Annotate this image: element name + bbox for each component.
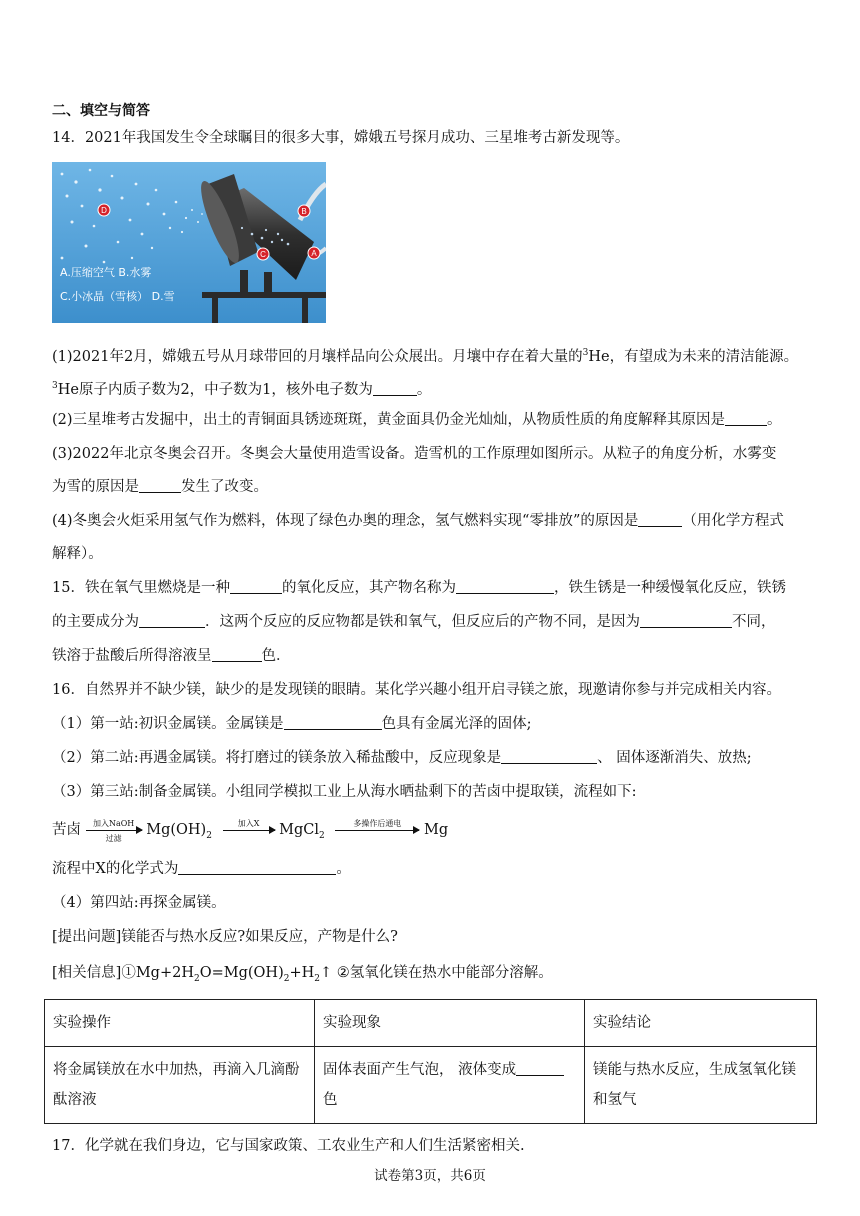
q16-step3: （3）第三站:制备金属镁。小组同学模拟工业上从海水晒盐剩下的苦卤中提取镁，流程如下: — [52, 784, 637, 800]
flow-arrow-3-top: 多操作后通电 — [353, 818, 402, 828]
answer-blank[interactable] — [284, 715, 382, 730]
q15-line3: 铁溶于盐酸后所得溶液呈 色． — [52, 648, 291, 664]
answer-blank[interactable] — [139, 478, 181, 493]
flow-mgcl2: MgCl$_2$ — [279, 822, 325, 841]
q14-part2: (2)三星堆考古发掘中，出土的青铜面具锈迹斑斑，黄金面具仍金光灿灿，从物质性质的角度解释其原因是 。 — [52, 412, 782, 428]
marker-a-label: A — [311, 249, 317, 258]
flow-mg-oh2: $Mg(OH)_2$ — [146, 822, 212, 841]
flow-arrow-1-bottom: 过滤 — [105, 833, 122, 843]
q16-step1: （1）第一站:初识金属镁。金属镁是 色具有金属光泽的固体; — [52, 716, 532, 732]
extraction-flow — [52, 818, 448, 842]
answer-blank[interactable] — [178, 860, 336, 875]
answer-blank[interactable] — [640, 613, 732, 628]
snow-machine-diagram — [52, 162, 326, 323]
answer-blank[interactable] — [456, 579, 554, 594]
table-row — [45, 1047, 817, 1124]
marker-c-label: C — [260, 250, 266, 259]
table-cell-phenomenon: 固体表面产生气泡， 液体变成 色 — [315, 1047, 585, 1124]
flow-end: Mg — [424, 822, 449, 838]
q14-part3-line2: 为雪的原因是 发生了改变。 — [52, 479, 268, 495]
q16-step4: （4）第四站:再探金属镁。 — [52, 895, 226, 911]
flow-arrow-2 — [223, 818, 275, 831]
q14-part1-line1: (1)2021年2月，嫦娥五号从月球带回的月壤样品向公众展出。月壤中存在着大量的$^3$He，有望成为未来的清洁能源。 — [52, 348, 799, 365]
q16-stem: 16．自然界并不缺少镁，缺少的是发现镁的眼睛。某化学兴趣小组开启寻镁之旅，现邀请你参与并完成相关内容。 — [52, 682, 781, 698]
section-title: 二、填空与简答 — [52, 103, 150, 119]
figure-legend-line-2: C.小冰晶（雪核） D.雪 — [60, 290, 175, 303]
question-14-stem: 14．2021年我国发生令全球瞩目的很多大事，嫦娥五号探月成功、三星堆考古新发现等。 — [52, 130, 630, 146]
answer-blank[interactable] — [139, 613, 205, 628]
q14-part1-line2: $^3$He原子内质子数为2，中子数为1，核外电子数为 。 — [52, 381, 432, 398]
flow-arrow-3 — [335, 818, 419, 831]
marker-c — [257, 248, 269, 260]
page-footer: 试卷第3页，共6页 — [374, 1168, 486, 1184]
q15-line1: 15．铁在氧气里燃烧是一种 的氧化反应，其产物名称为 ，铁生锈是一种缓慢氧化反应，铁锈 — [52, 580, 786, 596]
q16-step2: （2）第二站:再遇金属镁。将打磨过的镁条放入稀盐酸中，反应现象是 、 固体逐渐消失、放热; — [52, 750, 752, 766]
flow-start: 苦卤 — [52, 822, 81, 838]
answer-blank[interactable] — [501, 749, 597, 764]
experiment-table — [44, 999, 817, 1124]
answer-blank[interactable] — [638, 512, 682, 527]
snow-machine-figure — [52, 162, 326, 323]
flow-arrow-2-top: 加入X — [237, 818, 260, 828]
marker-a — [308, 247, 320, 259]
q14-part4-line2: 解释）。 — [52, 546, 103, 562]
table-header: 实验现象 — [315, 1000, 585, 1047]
marker-b — [298, 205, 310, 217]
q14-part4-line1: (4)冬奥会火炬采用氢气作为燃料，体现了绿色办奥的理念，氢气燃料实现“零排放”的原因是 （用化学方程式 — [52, 513, 784, 529]
table-header: 实验结论 — [585, 1000, 817, 1047]
q16-formula-x: 流程中X的化学式为 。 — [52, 861, 351, 877]
flow-arrow-1-top: 加入NaOH — [92, 818, 135, 828]
answer-blank[interactable] — [212, 647, 262, 662]
answer-blank[interactable] — [230, 579, 282, 594]
reaction-equation: $Mg+2H_2O=Mg(OH)_2+H_2↑$ — [135, 965, 333, 984]
table-header: 实验操作 — [45, 1000, 315, 1047]
marker-b-label: B — [301, 207, 307, 216]
q14-part3-line1: (3)2022年北京冬奥会召开。冬奥会大量使用造雪设备。造雪机的工作原理如图所示。从粒子的角度分析，水雾变 — [52, 446, 777, 462]
answer-blank[interactable] — [373, 381, 417, 396]
figure-legend-line-1: A.压缩空气 B.水雾 — [60, 266, 152, 279]
marker-d — [98, 204, 110, 216]
answer-blank[interactable] — [516, 1061, 564, 1076]
flow-arrow-1 — [86, 818, 142, 843]
q16-question: [提出问题]镁能否与热水反应?如果反应，产物是什么? — [52, 929, 398, 945]
q17-stem: 17．化学就在我们身边，它与国家政策、工农业生产和人们生活紧密相关. — [52, 1138, 525, 1154]
q16-info: [相关信息]$①Mg+2H_2O=Mg(OH)_2+H_2↑$ ②氢氧化镁在热水中能部分溶解。 — [52, 965, 553, 984]
table-cell-conclusion: 镁能与热水反应，生成氢氧化镁和氢气 — [585, 1047, 817, 1124]
table-header-row — [45, 1000, 817, 1047]
q15-line2: 的主要成分为 ．这两个反应的反应物都是铁和氧气，但反应后的产物不同，是因为 不同， — [52, 614, 776, 630]
table-cell-operation: 将金属镁放在水中加热，再滴入几滴酚酞溶液 — [45, 1047, 315, 1124]
answer-blank[interactable] — [725, 411, 767, 426]
marker-d-label: D — [101, 206, 107, 215]
